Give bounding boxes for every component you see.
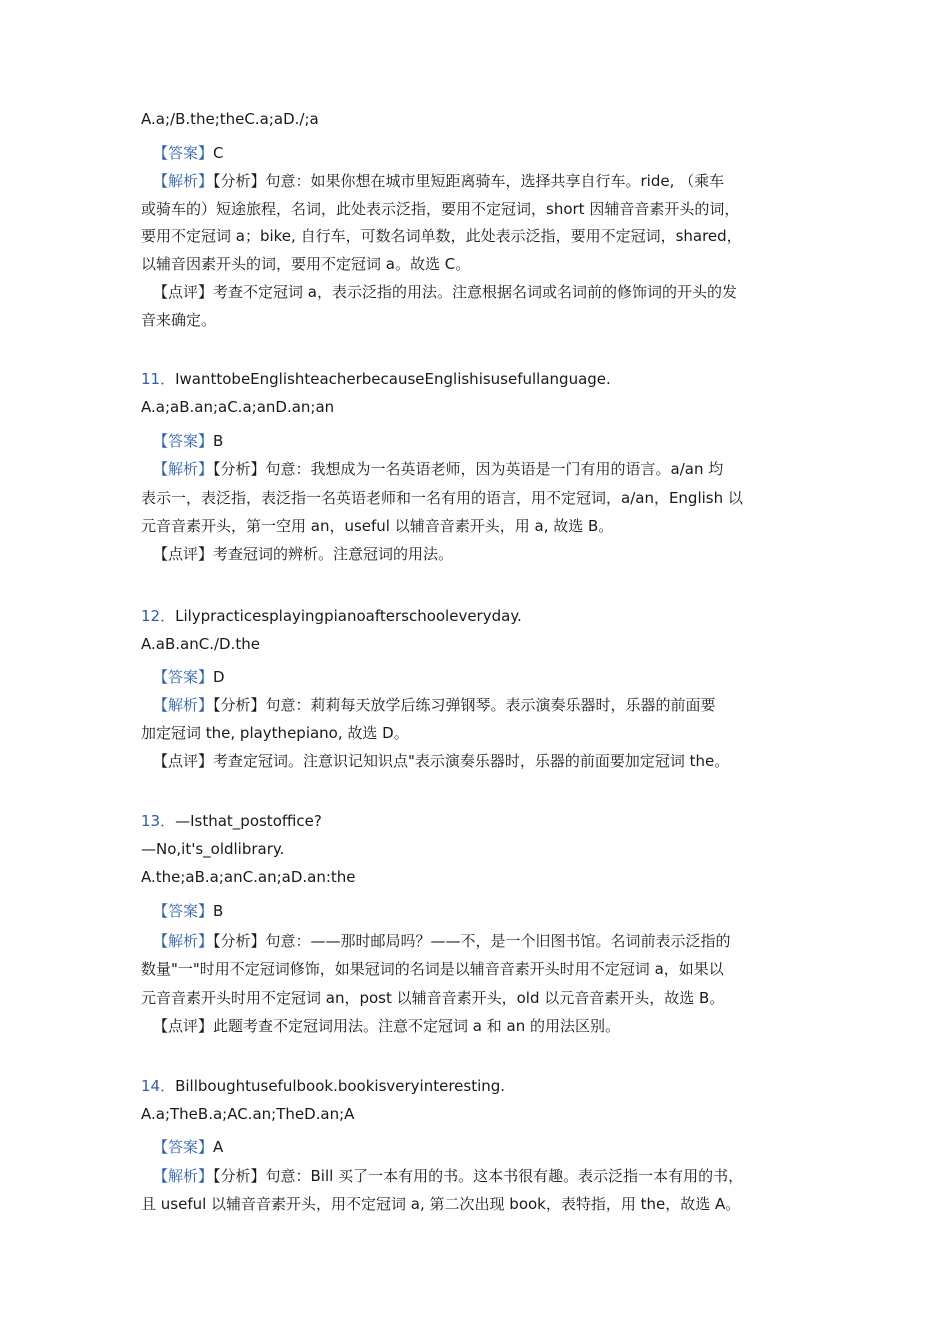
- q14-analysis-line-1: [153, 1165, 743, 1187]
- question-text: IwanttobeEnglishteacherbecauseEnglishisusefullanguage.: [175, 370, 611, 388]
- q10-analysis-line-4: 以辅音因素开头的词，要用不定冠词 a。故选 C。: [141, 255, 471, 273]
- q11-options: A.a;aB.an;aC.a;anD.an;an: [141, 398, 335, 416]
- q10-analysis-line-3: 要用不定冠词 a；bike, 自行车，可数名词单数，此处表示泛指，要用不定冠词，shared，: [141, 227, 742, 245]
- q12-analysis-line-2: 加定冠词 the, playthepiano, 故选 D。: [141, 724, 409, 742]
- answer-label: 【答案】: [153, 668, 214, 686]
- q14-options: A.a;TheB.a;AC.an;TheD.an;A: [141, 1105, 355, 1123]
- q14-analysis-line-2: 且 useful 以辅音音素开头，用不定冠词 a, 第二次出现 book，表特指，用 the，故选 A。: [141, 1195, 741, 1213]
- analysis-text: 【分析】句意：Bill 买了一本有用的书。这本书很有趣。表示泛指一本有用的书，: [213, 1167, 744, 1185]
- q10-comment-line-1: 【点评】考查不定冠词 a，表示泛指的用法。注意根据名词或名词前的修饰词的开头的发: [153, 283, 737, 301]
- q14-answer: [153, 1136, 223, 1158]
- q13-analysis-line-3: 元音音素开头时用不定冠词 an，post 以辅音音素开头，old 以元音音素开头，故选 B。: [141, 989, 725, 1007]
- answer-value: D: [213, 668, 225, 686]
- q13-answer: [153, 900, 223, 922]
- q13-stem-2: —No,it's_oldlibrary.: [141, 840, 285, 858]
- q14-stem: [141, 1075, 505, 1097]
- analysis-label: 【解析】: [153, 172, 214, 190]
- q11-analysis-line-1: [153, 458, 723, 480]
- analysis-text: 【分析】句意：——那时邮局吗？——不，是一个旧图书馆。名词前表示泛指的: [213, 932, 731, 950]
- q12-comment: 【点评】考查定冠词。注意识记知识点"表示演奏乐器时，乐器的前面要加定冠词 the。: [153, 752, 730, 770]
- analysis-text: 【分析】句意：如果你想在城市里短距离骑车，选择共享自行车。ride, （乘车: [213, 172, 725, 190]
- q13-analysis-line-2: 数量"一"时用不定冠词修饰，如果冠词的名词是以辅音音素开头时用不定冠词 a，如果以: [141, 960, 724, 978]
- q13-options: A.the;aB.a;anC.an;aD.an:the: [141, 868, 356, 886]
- q13-analysis-line-1: [153, 930, 731, 952]
- q12-stem: [141, 605, 522, 627]
- analysis-label: 【解析】: [153, 460, 214, 478]
- answer-value: A: [213, 1138, 224, 1156]
- q10-answer: [153, 142, 224, 164]
- analysis-label: 【解析】: [153, 696, 214, 714]
- q10-options: A.a;/B.the;theC.a;aD./;a: [141, 110, 319, 128]
- question-number: 12．: [141, 607, 176, 625]
- question-number: 13．: [141, 812, 176, 830]
- answer-label: 【答案】: [153, 144, 214, 162]
- answer-label: 【答案】: [153, 432, 214, 450]
- question-text: Billboughtusefulbook.bookisveryinteresting.: [175, 1077, 506, 1095]
- analysis-label: 【解析】: [153, 1167, 214, 1185]
- analysis-text: 【分析】句意：莉莉每天放学后练习弹钢琴。表示演奏乐器时，乐器的前面要: [213, 696, 716, 714]
- question-text: Lilypracticesplayingpianoafterschooleveryday.: [175, 607, 522, 625]
- question-number: 14．: [141, 1077, 176, 1095]
- q11-stem: [141, 368, 611, 390]
- question-number: 11．: [141, 370, 176, 388]
- q12-analysis-line-1: [153, 694, 716, 716]
- analysis-text: 【分析】句意：我想成为一名英语老师，因为英语是一门有用的语言。a/an 均: [213, 460, 724, 478]
- answer-value: B: [213, 432, 224, 450]
- q12-answer: [153, 666, 225, 688]
- q11-comment: 【点评】考查冠词的辨析。注意冠词的用法。: [153, 545, 454, 563]
- q11-analysis-line-2: 表示一，表泛指，表泛指一名英语老师和一名有用的语言，用不定冠词，a/an，English 以: [141, 489, 743, 507]
- q11-analysis-line-3: 元音音素开头，第一空用 an，useful 以辅音音素开头，用 a, 故选 B。: [141, 517, 614, 535]
- q13-comment: 【点评】此题考查不定冠词用法。注意不定冠词 a 和 an 的用法区别。: [153, 1017, 620, 1035]
- question-text: —Isthat_postoffice?: [175, 812, 322, 830]
- q10-analysis-line-2: 或骑车的）短途旅程，名词，此处表示泛指，要用不定冠词，short 因辅音音素开头的词，: [141, 200, 740, 218]
- answer-value: B: [213, 902, 224, 920]
- answer-value: C: [213, 144, 224, 162]
- answer-label: 【答案】: [153, 902, 214, 920]
- q11-answer: [153, 430, 223, 452]
- answer-label: 【答案】: [153, 1138, 214, 1156]
- analysis-label: 【解析】: [153, 932, 214, 950]
- q10-analysis-line-1: [153, 170, 724, 192]
- q12-options: A.aB.anC./D.the: [141, 635, 260, 653]
- q13-stem: [141, 810, 322, 832]
- q10-comment-line-2: 音来确定。: [141, 311, 217, 329]
